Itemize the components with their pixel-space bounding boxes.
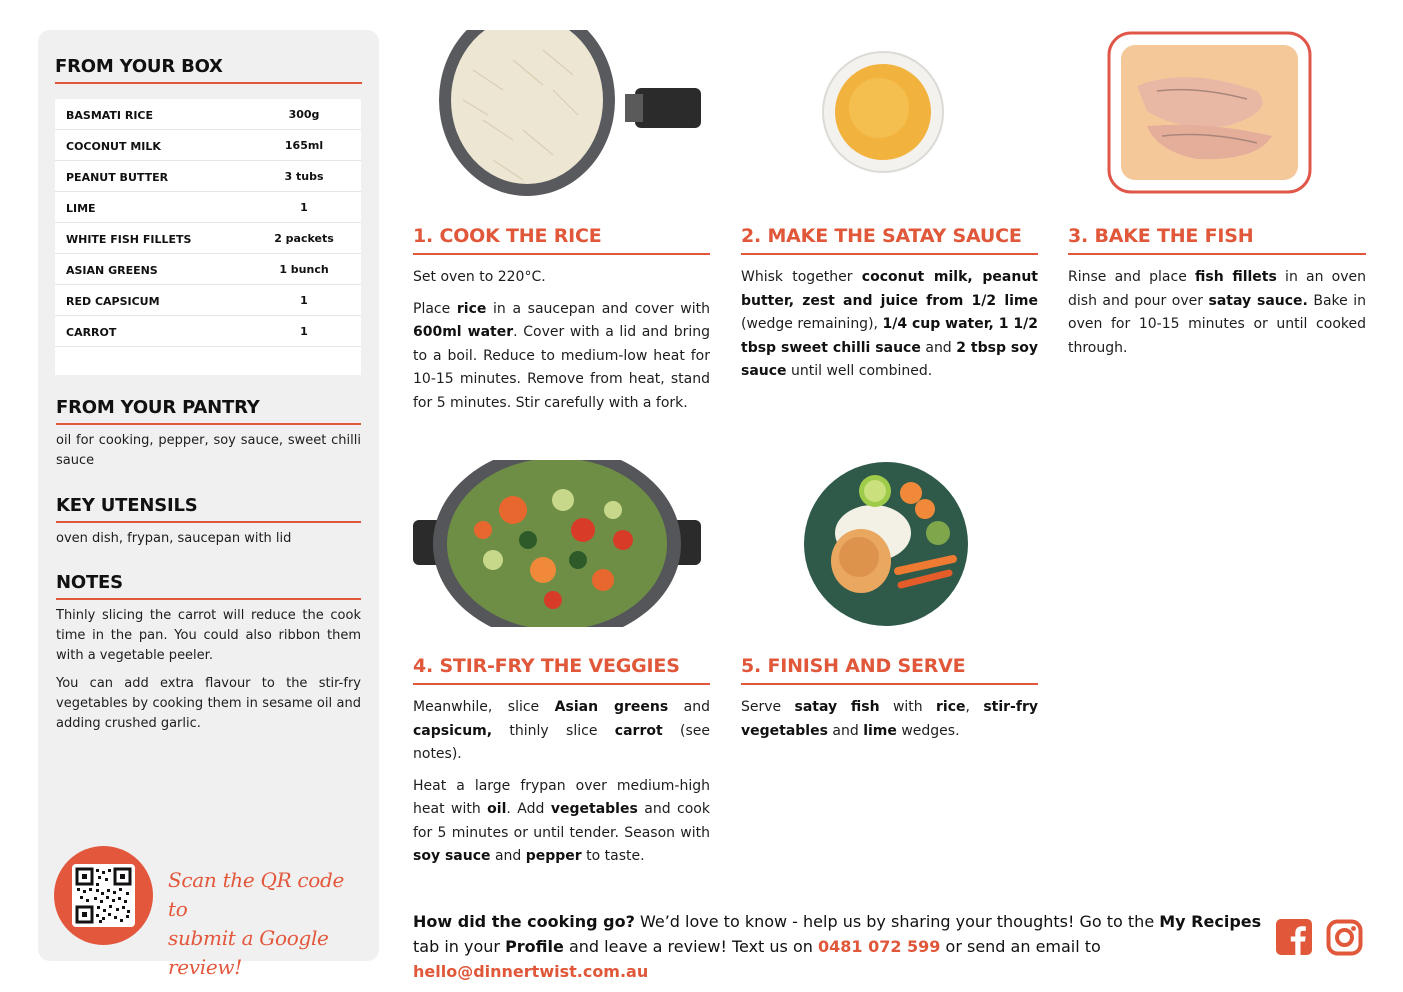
ingredient-highlight: coconut milk, peanut butter, zest and juice from 1/2 lime — [741, 269, 1038, 309]
footer-highlight: My Recipes — [1159, 912, 1262, 931]
step-text: wedges. — [896, 722, 960, 739]
qr-code[interactable] — [72, 864, 135, 927]
utensils-text: oven dish, frypan, saucepan with lid — [56, 531, 292, 546]
ingredient-highlight: fish fillets — [1195, 269, 1277, 285]
step-1-instructions — [413, 266, 710, 423]
ingredient-row — [55, 99, 361, 130]
step-text: Set oven to 220°C. — [413, 269, 546, 285]
qr-review-prompt — [168, 866, 368, 982]
ingredient-qty: 3 tubs — [284, 170, 324, 183]
ingredient-qty: 165ml — [284, 139, 324, 152]
ingredient-highlight: rice — [456, 300, 487, 317]
step-text: in a saucepan and cover with — [486, 300, 710, 317]
section-divider — [56, 423, 361, 425]
ingredient-qty: 300g — [288, 108, 320, 121]
ingredient-qty: 1 — [300, 201, 308, 214]
instagram-icon[interactable] — [1326, 919, 1363, 956]
step-divider — [1068, 253, 1366, 255]
ingredient-name: PEANUT BUTTER — [66, 171, 169, 184]
step-text: Meanwhile, slice — [413, 699, 555, 715]
ingredient-name: BASMATI RICE — [66, 109, 154, 122]
step-text: (wedge remaining), — [741, 316, 883, 332]
stir-fry-pan-photo — [413, 460, 701, 627]
from-your-box-title: FROM YOUR BOX — [55, 56, 223, 77]
rice-pot-photo — [413, 30, 701, 197]
step-divider — [413, 683, 710, 685]
step-text: Heat a large frypan over medium-high heat with — [413, 777, 710, 817]
step-4-title: 4. STIR-FRY THE VEGGIES — [413, 655, 680, 677]
step-1-title: 1. COOK THE RICE — [413, 225, 602, 247]
ingredient-name: LIME — [66, 202, 96, 215]
ingredient-row — [55, 161, 361, 192]
step-text: and cook for 5 minutes or until tender. Season with — [413, 801, 710, 841]
section-divider — [56, 598, 361, 600]
step-text: and — [490, 848, 526, 864]
ingredient-row — [55, 130, 361, 161]
step-3-instructions — [1068, 266, 1366, 368]
step-text: Place — [413, 300, 457, 317]
notes-paragraph: You can add extra flavour to the stir-fry vegetables by cooking them in sesame oil and adding crushed garlic. — [56, 676, 361, 731]
step-text: and — [827, 722, 864, 739]
notes-title: NOTES — [56, 572, 123, 593]
ingredient-highlight: stir-fry vegetables — [741, 699, 1038, 739]
pantry-title: FROM YOUR PANTRY — [56, 397, 260, 418]
footer-text: We’d love to know - help us by sharing your thoughts! Go to the — [634, 912, 1160, 931]
qr-cta-line: submit a Google review! — [168, 926, 329, 979]
step-text: thinly slice — [492, 722, 615, 739]
step-text: in an oven dish and pour over — [1068, 269, 1367, 309]
footer-text: or send an email to — [940, 937, 1101, 956]
footer-text: and leave a review! Text us on — [563, 937, 818, 956]
ingredient-highlight: Asian greens — [554, 699, 669, 715]
fish-dish-photo — [1107, 31, 1312, 194]
step-2-title: 2. MAKE THE SATAY SAUCE — [741, 225, 1022, 247]
section-divider — [56, 521, 361, 523]
step-text: and — [668, 699, 710, 715]
step-text: with — [879, 699, 937, 715]
qr-code-icon — [72, 864, 135, 927]
step-paragraph — [741, 266, 1038, 384]
footer-highlight: Profile — [505, 937, 564, 956]
ingredient-name: CARROT — [66, 326, 117, 339]
footer-heading: How did the cooking go? — [413, 912, 635, 931]
section-divider — [55, 82, 362, 84]
ingredient-qty: 1 — [300, 294, 308, 307]
satay-sauce-photo — [821, 50, 946, 175]
step-5-title: 5. FINISH AND SERVE — [741, 655, 966, 677]
ingredient-highlight: 2 tbsp soy sauce — [741, 339, 1038, 379]
step-text: Serve — [741, 699, 795, 715]
ingredient-highlight: 600ml water — [413, 324, 514, 340]
phone-link[interactable]: 0481 072 599 — [817, 937, 941, 956]
step-divider — [741, 253, 1038, 255]
step-paragraph — [1068, 266, 1366, 360]
ingredient-highlight: lime — [863, 722, 897, 739]
footer-text: tab in your — [413, 937, 506, 956]
ingredient-highlight: carrot — [614, 722, 663, 739]
step-paragraph — [741, 696, 1038, 743]
step-paragraph — [413, 775, 710, 869]
ingredient-row — [55, 192, 361, 223]
ingredient-row — [55, 316, 361, 347]
ingredient-highlight: satay fish — [794, 699, 880, 715]
ingredient-highlight: vegetables — [550, 801, 638, 817]
ingredient-name: ASIAN GREENS — [66, 264, 158, 277]
step-text: , — [965, 699, 984, 715]
step-5-instructions — [741, 696, 1038, 751]
ingredient-name: COCONUT MILK — [66, 140, 161, 153]
step-text: Rinse and place — [1068, 269, 1196, 285]
ingredient-highlight: capsicum, — [413, 722, 493, 739]
ingredient-highlight: 1/4 cup water, 1 1/2 tbsp sweet chilli sauce — [741, 316, 1039, 356]
step-4-instructions — [413, 696, 710, 877]
ingredient-highlight: soy sauce — [413, 848, 491, 864]
step-text: Bake in oven for 10-15 minutes or until cooked through. — [1068, 292, 1366, 356]
step-text: until well combined. — [786, 363, 933, 379]
ingredient-highlight: oil — [487, 801, 507, 817]
utensils-title: KEY UTENSILS — [56, 495, 198, 516]
ingredient-row — [55, 285, 361, 316]
ingredient-highlight: rice — [936, 699, 966, 715]
ingredient-highlight: satay sauce. — [1208, 292, 1308, 309]
notes-paragraph: Thinly slicing the carrot will reduce the cook time in the pan. You could also ribbon them with a vegetable peeler. — [56, 608, 361, 663]
qr-cta-line: Scan the QR code to — [168, 868, 345, 921]
step-text: and — [920, 339, 957, 356]
served-plate-photo — [803, 461, 969, 627]
step-divider — [741, 683, 1038, 685]
ingredients-table — [55, 99, 361, 375]
step-divider — [413, 253, 710, 255]
ingredient-qty: 1 — [300, 325, 308, 338]
step-paragraph — [413, 266, 710, 290]
step-3-title: 3. BAKE THE FISH — [1068, 225, 1254, 247]
ingredient-qty: 2 packets — [274, 232, 334, 245]
step-paragraph — [413, 696, 710, 767]
ingredient-qty: 1 bunch — [279, 263, 329, 276]
step-text: . Add — [506, 801, 551, 817]
ingredient-name: RED CAPSICUM — [66, 295, 160, 308]
step-text: Whisk together — [741, 269, 862, 285]
review-footer — [413, 909, 1263, 984]
email-link[interactable]: hello@dinnertwist.com.au — [413, 962, 649, 981]
ingredient-row — [55, 223, 361, 254]
step-text: to taste. — [581, 848, 645, 864]
ingredient-highlight: pepper — [525, 848, 582, 864]
step-text: (see notes). — [413, 722, 710, 762]
ingredient-name: WHITE FISH FILLETS — [66, 233, 192, 246]
step-text: . Cover with a lid and bring to a boil. Reduce to medium-low heat for 10-15 minutes. Remove from heat, stand for 5 minutes. Stir carefully with a fork. — [413, 324, 710, 411]
pantry-text: oil for cooking, pepper, soy sauce, sweet chilli sauce — [56, 433, 361, 468]
ingredient-row — [55, 254, 361, 285]
step-2-instructions — [741, 266, 1038, 392]
facebook-icon[interactable] — [1276, 919, 1312, 955]
step-paragraph — [413, 298, 710, 416]
